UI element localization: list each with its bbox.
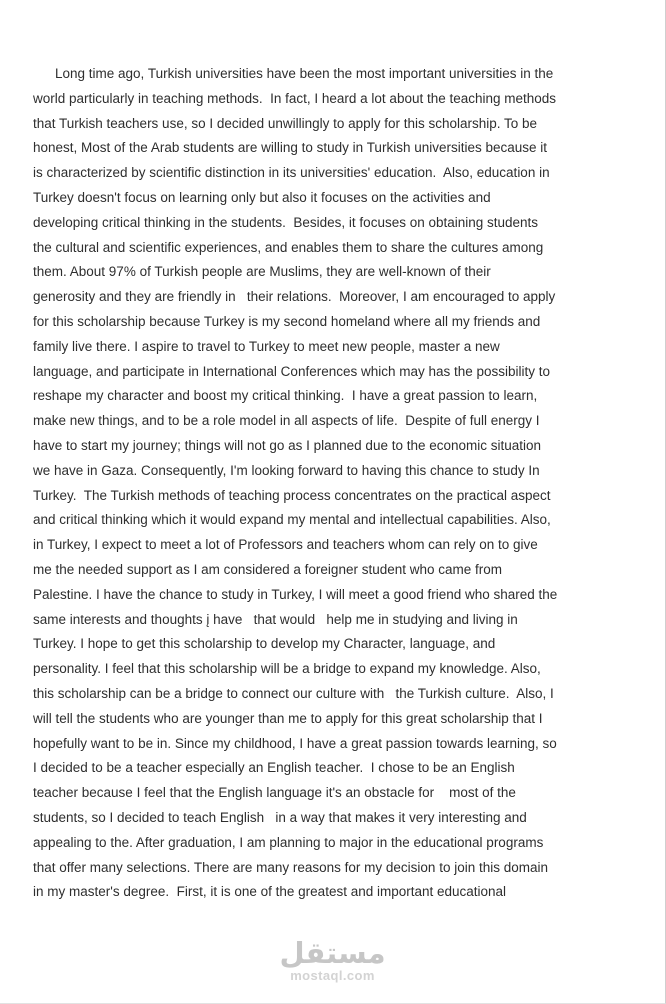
mostaql-site-label: mostaql.com [290,968,375,983]
text-line: and critical thinking which it would expand my mental and intellectual capabilities. Also, [33,512,551,528]
text-line: reshape my character and boost my critical thinking. I have a great passion to learn, [33,388,538,404]
text-line: this scholarship can be a bridge to connect our culture with the Turkish culture. Also, I [33,685,554,701]
text-line: in my master's degree. First, it is one of the greatest and important educational [33,884,507,900]
text-line: make new things, and to be a role model in all aspects of life. Despite of full energy I [33,413,540,429]
text-line: language, and participate in International Conferences which may has the possibility to [33,363,551,379]
text-line: Palestine. I have the chance to study in Turkey, I will meet a good friend who shared the [33,586,558,602]
text-line: Long time ago, Turkish universities have been the most important universities in the [55,66,554,81]
text-line: same interests and thoughts į have that would help me in studying and living in [33,611,518,627]
essay-paragraph [33,62,643,905]
text-line: Turkey. I hope to get this scholarship to develop my Character, language, and [33,636,496,652]
text-line: them. About 97% of Turkish people are Muslims, they are well-known of their [33,264,491,280]
text-line: have to start my journey; things will not go as I planned due to the economic situation [33,437,542,453]
mostaql-logo: مستقل [279,936,386,970]
watermark [0,936,665,983]
text-line: teacher because I feel that the English language it's an obstacle for most of the [33,785,516,801]
text-line: will tell the students who are younger than me to apply for this great scholarship that I [33,710,543,726]
text-line: I decided to be a teacher especially an English teacher. I chose to be an English [33,760,515,776]
text-line: we have in Gaza. Consequently, I'm looking forward to having this chance to study In [33,462,540,478]
text-line: appealing to the. After graduation, I am planning to major in the educational programs [33,834,544,850]
text-line: for this scholarship because Turkey is my second homeland where all my friends and [33,313,541,329]
text-line: world particularly in teaching methods. In fact, I heard a lot about the teaching methods [33,90,557,106]
text-line: is characterized by scientific distinction in its universities' education. Also, education in [33,165,550,181]
text-line: students, so I decided to teach English in a way that makes it very interesting and [33,809,527,825]
text-line: developing critical thinking in the students. Besides, it focuses on obtaining students [33,214,539,230]
text-line: that Turkish teachers use, so I decided unwillingly to apply for this scholarship. To be [33,115,538,131]
text-line: me the needed support as I am considered a foreigner student who came from [33,561,503,577]
text-line: hopefully want to be in. Since my childhood, I have a great passion towards learning, so [33,735,557,751]
text-line: Turkey. The Turkish methods of teaching process concentrates on the practical aspect [33,487,551,503]
text-line: family live there. I aspire to travel to Turkey to meet new people, master a new [33,338,500,354]
text-line: Turkey doesn't focus on learning only but also it focuses on the activities and [33,189,491,205]
text-line: that offer many selections. There are many reasons for my decision to join this domain [33,859,549,875]
text-line: the cultural and scientific experiences, and enables them to share the cultures among [33,239,544,255]
text-line: generosity and they are friendly in their relations. Moreover, I am encouraged to apply [33,289,556,305]
text-line: honest, Most of the Arab students are willing to study in Turkish universities because it [33,140,548,156]
text-line: in Turkey, I expect to meet a lot of Professors and teachers whom can rely on to give [33,537,538,553]
text-line: personality. I feel that this scholarship will be a bridge to expand my knowledge. Also, [33,661,541,677]
